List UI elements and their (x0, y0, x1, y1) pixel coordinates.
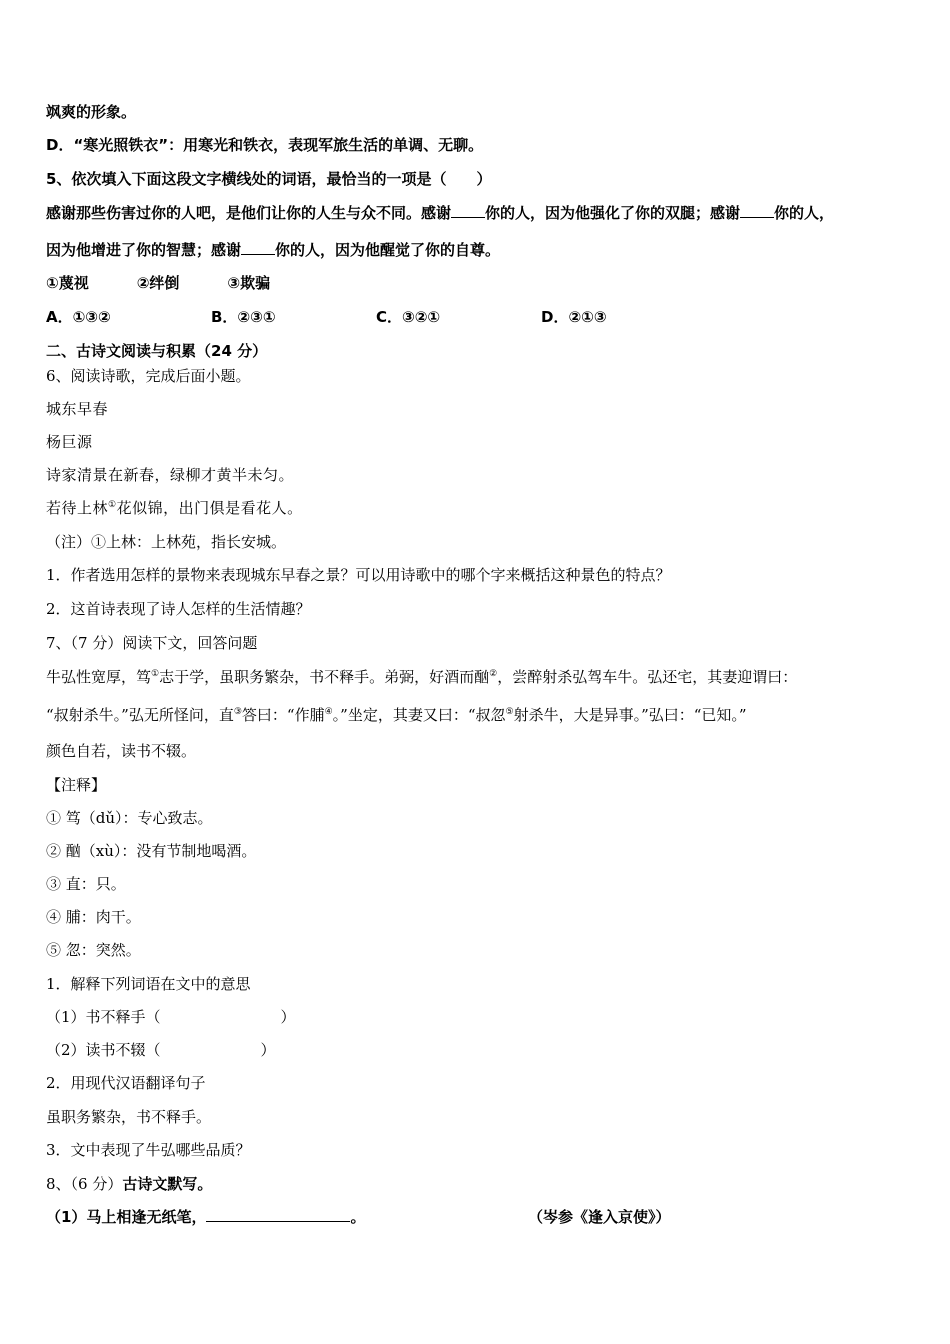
note-1: ① 笃（dǔ）：专心致志。 (46, 809, 213, 827)
q7-sub3: 3．文中表现了牛弘哪些品质？ (46, 1141, 251, 1159)
note-5: ⑤ 忽：突然。 (46, 941, 141, 959)
fill-blank-1[interactable] (451, 203, 485, 218)
q7-sub2-sentence: 虽职务繁杂，书不释手。 (46, 1108, 212, 1126)
q7-sub1: 1．解释下列词语在文中的意思 (46, 975, 251, 993)
word-1: ①蔑视 (46, 274, 89, 292)
poem-line-2: 若待上林①花似锦，出门俱是看花人。 (46, 499, 303, 517)
section2-title: 二、古诗文阅读与积累（24 分） (46, 342, 268, 360)
q5-stem: 5、依次填入下面这段文字横线处的词语，最恰当的一项是（ ） (46, 170, 492, 188)
q8-item1-source: （岑参《逢入京使》） (528, 1208, 671, 1226)
q4-option-d: D．“寒光照铁衣”：用寒光和铁衣，表现军旅生活的单调、无聊。 (46, 136, 484, 154)
word-2: ②绊倒 (136, 274, 180, 292)
q7-passage-line2: “叔射杀牛。”弘无所怪问，直③答曰：“作脯④。”坐定，其妻又曰：“叔忽⑤射杀牛，大是异事。”弘曰：“已知。” (46, 706, 747, 724)
poem-note: （注）①上林：上林苑，指长安城。 (46, 533, 287, 551)
q6-sub2: 2．这首诗表现了诗人怎样的生活情趣？ (46, 600, 311, 618)
q7-passage-line3: 颜色自若，读书不辍。 (46, 742, 197, 760)
fill-blank-3[interactable] (241, 240, 275, 255)
poem-author: 杨巨源 (46, 433, 93, 451)
q5-option-b: B．②③① (211, 308, 276, 326)
q5-passage-line2: 因为他增进了你的智慧；感谢 你的人，因为他醒觉了你的自尊。 (46, 241, 501, 259)
q7-passage-line1: 牛弘性宽厚，笃①志于学，虽职务繁杂，书不释手。弟弼，好酒而酗②，尝醉射杀弘驾车牛。弘还宅，其妻迎谓曰： (46, 668, 798, 686)
q6-sub1: 1．作者选用怎样的景物来表现城东早春之景？可以用诗歌中的哪个字来概括这种景色的特点？ (46, 566, 671, 584)
q5-option-d: D．②①③ (541, 308, 607, 326)
q7-stem: 7、（7 分）阅读下文，回答问题 (46, 634, 258, 652)
q7-sub1-b: （2）读书不辍（ ） (46, 1041, 276, 1059)
note-2: ② 酗（xù）：没有节制地喝酒。 (46, 842, 257, 860)
q5-words (46, 273, 270, 293)
q7-sub1-a: （1）书不释手（ ） (46, 1008, 296, 1026)
note-3: ③ 直：只。 (46, 875, 126, 893)
notes-title: 【注释】 (46, 776, 107, 794)
q7-sub2: 2．用现代汉语翻译句子 (46, 1074, 206, 1092)
q4-tail: 飒爽的形象。 (46, 103, 137, 121)
poem-title: 城东早春 (46, 400, 109, 418)
q8-item1: （1）马上相逢无纸笔， 。 (46, 1208, 366, 1226)
poem-line-1: 诗家清景在新春，绿柳才黄半未匀。 (46, 466, 295, 484)
note-4: ④ 脯：肉干。 (46, 908, 141, 926)
q8-stem: 8、（6 分）古诗文默写。 (46, 1175, 213, 1193)
q5-option-a: A．①③② (46, 308, 111, 326)
q6-stem: 6、阅读诗歌，完成后面小题。 (46, 367, 251, 385)
q5-option-c: C．③②① (376, 308, 441, 326)
fill-blank-poem[interactable] (206, 1207, 350, 1222)
q5-passage-line1: 感谢那些伤害过你的人吧，是他们让你的人生与众不同。感谢 你的人，因为他强化了你的双腿；感谢 你的人， (46, 204, 835, 222)
word-3: ③欺骗 (227, 274, 271, 292)
fill-blank-2[interactable] (740, 203, 774, 218)
